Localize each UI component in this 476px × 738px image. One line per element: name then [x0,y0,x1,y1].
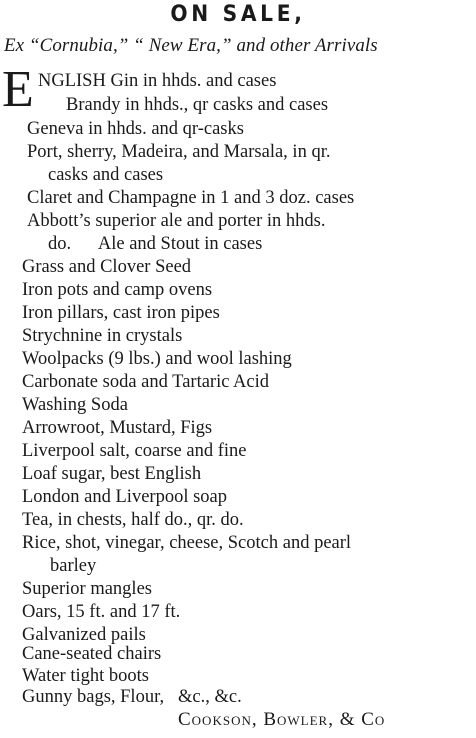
list-item: Woolpacks (9 lbs.) and wool lashing [22,349,292,369]
list-item: barley [50,556,97,576]
list-item: Iron pillars, cast iron pipes [22,303,220,323]
heading: ON SALE, [170,2,306,27]
list-item: Strychnine in crystals [22,326,183,346]
list-item: Washing Soda [22,395,128,415]
list-item: Geneva in hhds. and qr-casks [27,119,244,139]
list-item: Loaf sugar, best English [22,464,202,484]
list-item: casks and cases [48,165,164,185]
first-line-text: NGLISH Gin in hhds. and cases [38,71,277,91]
subheading: Ex “Cornubia,” “ New Era,” and other Arrivals [4,35,378,56]
list-item: Liverpool salt, coarse and fine [22,441,247,461]
list-item: Carbonate soda and Tartaric Acid [22,372,269,392]
list-item: do. Ale and Stout in cases [48,234,263,254]
list-item: Iron pots and camp ovens [22,280,213,300]
list-item: Claret and Champagne in 1 and 3 doz. cases [27,188,355,208]
list-item: Gunny bags, Flour, &c., &c. [22,687,242,707]
list-item: London and Liverpool soap [22,487,227,507]
list-item: Port, sherry, Madeira, and Marsala, in qr. [27,142,331,162]
list-item: Abbott’s superior ale and porter in hhds. [27,211,326,231]
signature: Cookson, Bowler, & Co [178,709,386,730]
list-item: Water tight boots [22,666,149,686]
list-item: Cane-seated chairs [22,644,162,664]
list-item: Oars, 15 ft. and 17 ft. [22,602,181,622]
list-item: Tea, in chests, half do., qr. do. [22,510,244,530]
list-item: Grass and Clover Seed [22,257,192,277]
drop-cap: E [2,61,34,118]
list-item: Rice, shot, vinegar, cheese, Scotch and pearl [22,533,352,553]
list-item: Superior mangles [22,579,152,599]
list-item: Brandy in hhds., qr casks and cases [66,95,329,115]
list-item: Arrowroot, Mustard, Figs [22,418,213,438]
list-item: Galvanized pails [22,625,146,645]
